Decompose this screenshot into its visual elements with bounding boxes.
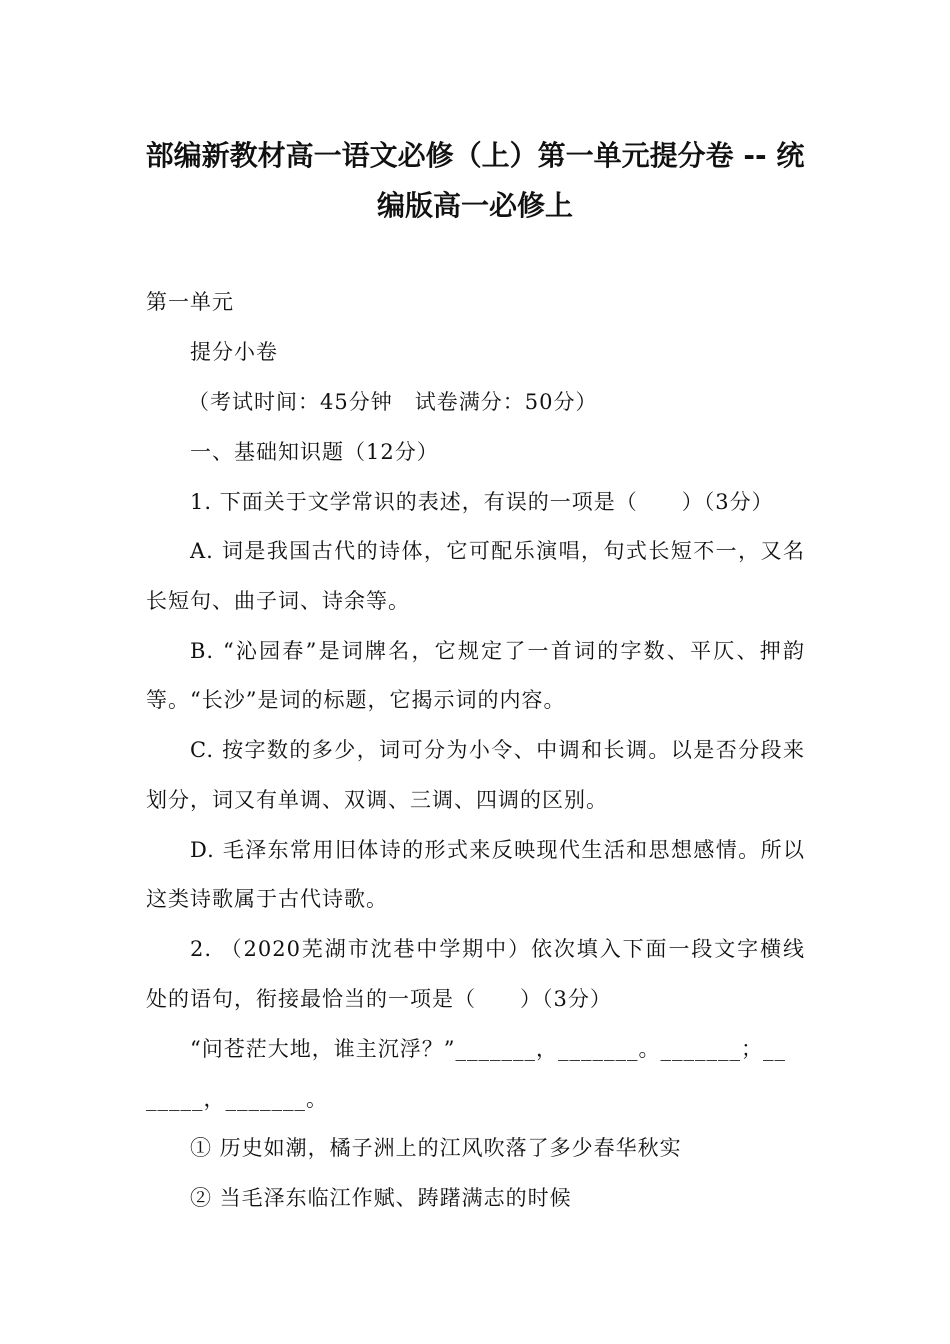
option-c-line2: 划分，词又有单调、双调、三调、四调的区别。: [146, 788, 608, 812]
option-d-line2: 这类诗歌属于古代诗歌。: [146, 887, 388, 911]
question-1-stem: 1. 下面关于文学常识的表述，有误的一项是（ ）（3分）: [190, 490, 774, 514]
option-b-line1: B. “沁园春”是词牌名，它规定了一首词的字数、平仄、押韵: [190, 639, 805, 663]
section-heading: 一、基础知识题（12分）: [190, 440, 439, 464]
option-a-line2: 长短句、曲子词、诗余等。: [146, 589, 410, 613]
option-c-line1: C. 按字数的多少，词可分为小令、中调和长调。以是否分段来: [190, 738, 805, 762]
question-2-stem-line1: 2. （2020芜湖市沈巷中学期中）依次填入下面一段文字横线: [190, 937, 805, 961]
question-2-stem-line2: 处的语句，衔接最恰当的一项是（ ）（3分）: [146, 987, 612, 1011]
quote-line1: “问苍茫大地，谁主沉浮？”_______，_______。_______；__: [190, 1037, 786, 1061]
choice-item-1: ① 历史如潮，橘子洲上的江风吹落了多少春华秋实: [190, 1136, 682, 1160]
option-d-line1: D. 毛泽东常用旧体诗的形式来反映现代生活和思想感情。所以: [190, 838, 805, 862]
unit-label: 第一单元: [146, 290, 234, 314]
choice-item-2: ② 当毛泽东临江作赋、踌躇满志的时候: [190, 1186, 572, 1210]
option-b-line2: 等。“长沙”是词的标题，它揭示词的内容。: [146, 688, 566, 712]
quote-line2: _____，_______。: [146, 1087, 328, 1111]
exam-info: （考试时间：45分钟 试卷满分：50分）: [188, 390, 598, 414]
document-title-line1: 部编新教材高一语文必修（上）第一单元提分卷 -- 统: [145, 139, 805, 172]
document-title-line2: 编版高一必修上: [376, 189, 573, 222]
subtitle: 提分小卷: [190, 340, 278, 364]
option-a-line1: A. 词是我国古代的诗体，它可配乐演唱，句式长短不一，又名: [190, 539, 805, 563]
